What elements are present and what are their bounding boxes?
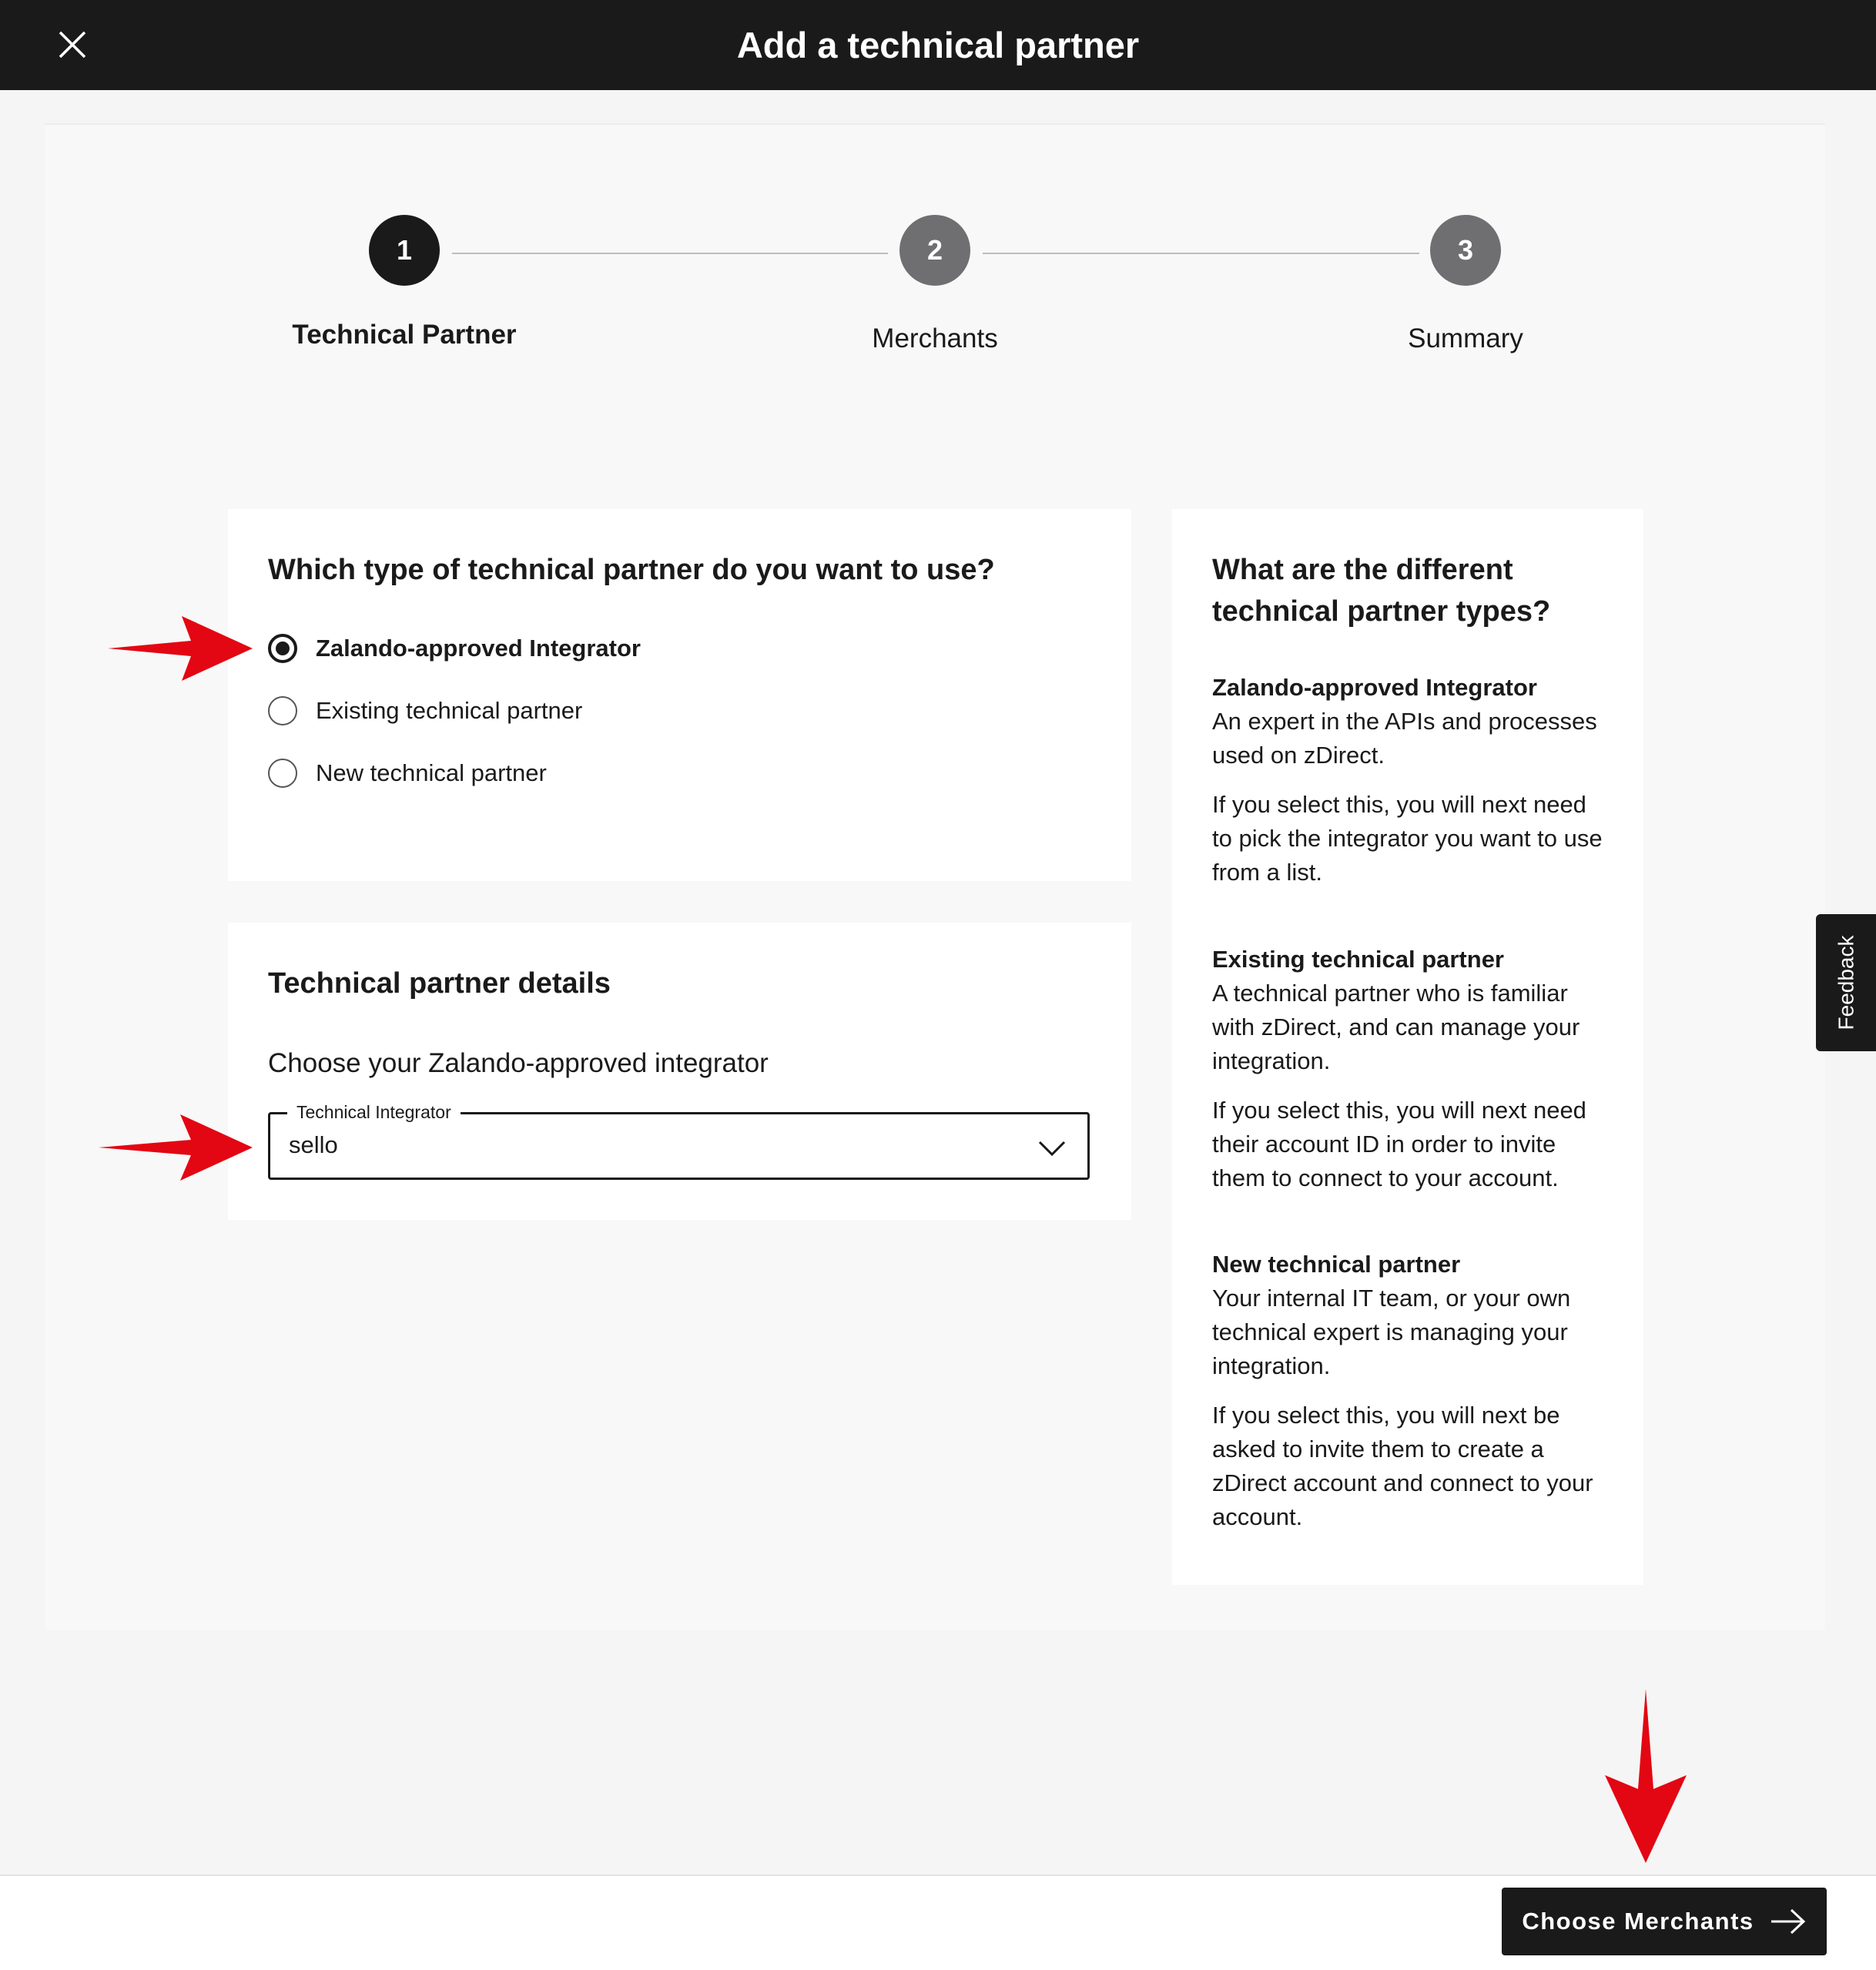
top-bar [0,0,1876,90]
step-1-label: Technical Partner [292,320,517,350]
technical-integrator-select[interactable] [268,1102,1090,1180]
radio-button[interactable] [268,759,297,788]
feedback-label: Feedback [1834,935,1858,1030]
arrow-right-icon [1770,1908,1807,1935]
info-line: to pick the integrator you want to use [1212,825,1603,852]
info-line: them to connect to your account. [1212,1164,1559,1191]
radio-label: Zalando-approved Integrator [316,635,641,662]
page-title: Add a technical partner [736,25,1140,65]
radio-label: Existing technical partner [316,697,583,724]
info-section-title: New technical partner [1212,1251,1461,1278]
info-line: with zDirect, and can manage your [1212,1013,1580,1040]
info-section-title: Zalando-approved Integrator [1212,674,1537,701]
step-2-indicator: 2 [899,215,970,286]
info-line: integration. [1212,1352,1331,1379]
info-line: If you select this, you will next need [1212,791,1586,818]
info-line: their account ID in order to invite [1212,1131,1556,1158]
radio-zalando-approved-integrator[interactable] [268,634,641,663]
step-connector [983,253,1419,254]
chevron-down-icon [1037,1133,1067,1164]
info-line: If you select this, you will next be [1212,1402,1560,1429]
info-line: If you select this, you will next need [1212,1097,1586,1124]
info-line: zDirect account and connect to your [1212,1469,1593,1496]
step-2-label: Merchants [872,323,998,353]
info-section-existing [1212,943,1613,1195]
choose-merchants-button[interactable] [1502,1888,1827,1955]
radio-button[interactable] [268,696,297,725]
step-3-indicator: 3 [1430,215,1501,286]
integrator-subtitle: Choose your Zalando-approved integrator [268,1048,769,1078]
choose-merchants-label: Choose Merchants [1522,1908,1754,1935]
feedback-tab[interactable] [1816,914,1876,1051]
info-line: technical expert is managing your [1212,1318,1568,1345]
step-1-indicator: 1 [369,215,440,286]
info-section-title: Existing technical partner [1212,946,1504,973]
info-line: asked to invite them to create a [1212,1436,1544,1462]
annotation-arrow-icon [1603,1689,1688,1863]
info-line: used on zDirect. [1212,742,1385,769]
annotation-arrow-icon [108,613,253,684]
select-legend: Technical Integrator [287,1102,461,1122]
info-line: Your internal IT team, or your own [1212,1285,1571,1312]
info-heading-line: technical partner types? [1212,595,1551,628]
radio-existing-technical-partner[interactable] [268,696,582,725]
step-3-label: Summary [1408,323,1523,353]
step-connector [452,253,888,254]
partner-type-heading: Which type of technical partner do you want to use? [268,554,995,586]
info-line: account. [1212,1503,1303,1530]
radio-label: New technical partner [316,759,547,786]
partner-details-heading: Technical partner details [268,967,611,1000]
select-value: sello [289,1131,338,1158]
radio-new-technical-partner[interactable] [268,759,547,788]
info-line: An expert in the APIs and processes [1212,708,1597,735]
radio-button-checked[interactable] [268,634,297,663]
info-line: integration. [1212,1047,1331,1074]
info-heading [1212,549,1550,632]
info-line: A technical partner who is familiar [1212,980,1568,1007]
info-heading-line: What are the different [1212,554,1513,586]
info-section-new [1212,1248,1613,1534]
info-line: from a list. [1212,859,1322,886]
annotation-arrow-icon [99,1111,253,1184]
info-section-integrator [1212,671,1613,890]
